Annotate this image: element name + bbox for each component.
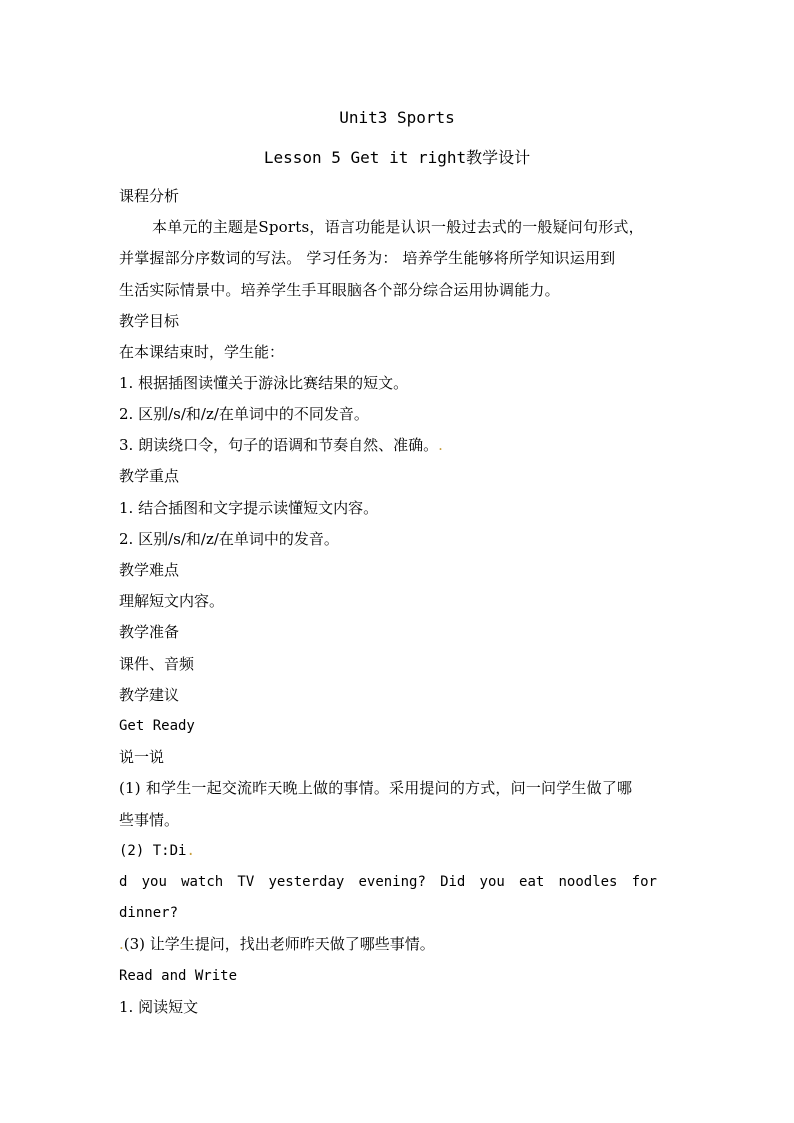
- read-write-label: Read and Write: [119, 968, 238, 984]
- lesson-title: Lesson 5 Get it right教学设计: [263, 148, 531, 167]
- course-analysis-line-1: 本单元的主题是Sports，语言功能是认识一般过去式的一般疑问句形式，: [152, 218, 644, 236]
- heading-suggestions: 教学建议: [119, 686, 180, 704]
- step-2-mark: .: [186, 843, 195, 859]
- heading-objectives: 教学目标: [119, 312, 180, 330]
- question-word: you: [479, 874, 505, 890]
- objective-item-2: 2. 区别/s/和/z/在单词中的不同发音。: [119, 405, 369, 423]
- question-line: [119, 872, 657, 892]
- step-1-line-1: (1) 和学生一起交流昨天晚上做的事情。采用提问的方式，问一问学生做了哪: [119, 779, 633, 797]
- objective-item-3-mark: .: [438, 436, 443, 454]
- question-word: yesterday: [268, 874, 345, 890]
- question-word: evening?: [358, 874, 426, 890]
- question-word: eat: [519, 874, 545, 890]
- question-word: noodles: [558, 874, 618, 890]
- say-label: 说一说: [119, 748, 165, 766]
- course-analysis-line-2: 并掌握部分序数词的写法。 学习任务为： 培养学生能够将所学知识运用到: [119, 249, 616, 267]
- step-1-line-2: 些事情。: [119, 811, 180, 829]
- difficulties-text: 理解短文内容。: [119, 592, 225, 610]
- step-3-text: (3) 让学生提问，找出老师昨天做了哪些事情。: [123, 935, 435, 953]
- objective-item-3-text: 3. 朗读绕口令，句子的语调和节奏自然、准确。: [119, 436, 439, 454]
- question-end: dinner?: [119, 905, 179, 921]
- heading-difficulties: 教学难点: [119, 561, 180, 579]
- question-word: watch: [181, 874, 224, 890]
- question-word: TV: [237, 874, 255, 890]
- heading-key-points: 教学重点: [119, 467, 180, 485]
- step-3-mark: .: [119, 935, 124, 953]
- question-word: d: [119, 874, 128, 890]
- objective-item-3: [119, 435, 679, 455]
- heading-course-analysis: 课程分析: [119, 187, 180, 205]
- question-word: for: [631, 874, 657, 890]
- step-2-text: (2) T:Di: [119, 843, 187, 859]
- unit-title: Unit3 Sports: [339, 108, 455, 127]
- step-2: [119, 841, 679, 861]
- preparation-text: 课件、音频: [119, 655, 195, 673]
- objectives-intro: 在本课结束时，学生能：: [119, 343, 285, 361]
- step-3: [119, 934, 679, 954]
- objective-item-1: 1. 根据插图读懂关于游泳比赛结果的短文。: [119, 374, 409, 392]
- read-item-1: 1. 阅读短文: [119, 998, 199, 1016]
- course-analysis-line-3: 生活实际情景中。培养学生手耳眼脑各个部分综合运用协调能力。: [119, 281, 560, 299]
- key-point-item-1: 1. 结合插图和文字提示读懂短文内容。: [119, 499, 379, 517]
- question-word: you: [141, 874, 167, 890]
- heading-preparation: 教学准备: [119, 623, 180, 641]
- question-word: Did: [440, 874, 466, 890]
- key-point-item-2: 2. 区别/s/和/z/在单词中的发音。: [119, 530, 339, 548]
- get-ready-label: Get Ready: [119, 718, 195, 734]
